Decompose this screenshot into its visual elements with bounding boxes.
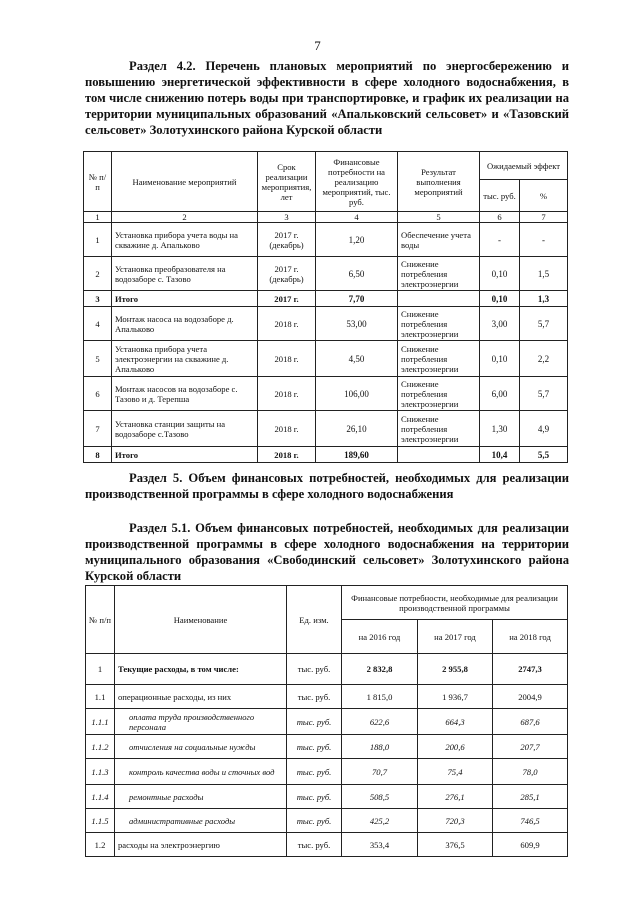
row-num: 8 — [84, 447, 112, 463]
row-2017: 376,5 — [418, 833, 493, 857]
column-number: 4 — [316, 212, 398, 223]
row-finance: 7,70 — [316, 291, 398, 307]
row-num: 1.1.5 — [86, 809, 115, 833]
header-2017: на 2017 год — [418, 620, 493, 654]
header-num: № п/п — [84, 152, 112, 212]
header-2018: на 2018 год — [493, 620, 568, 654]
header-name: Наименование мероприятий — [112, 152, 258, 212]
row-term: 2018 г. — [258, 377, 316, 411]
table-row — [86, 759, 568, 785]
row-name: расходы на электроэнергию — [115, 833, 287, 857]
table-row — [84, 377, 568, 411]
row-name: Итого — [112, 291, 258, 307]
row-2016: 1 815,0 — [342, 685, 418, 709]
row-result: Снижение потребления электроэнергии — [398, 377, 480, 411]
row-num: 1.1.3 — [86, 759, 115, 785]
row-2016: 622,6 — [342, 709, 418, 735]
row-name: Итого — [112, 447, 258, 463]
row-effect-pct: 5,7 — [520, 307, 568, 341]
header-name: Наименование — [115, 586, 287, 654]
row-name: оплата труда производственного персонала — [115, 709, 287, 735]
measures-table — [83, 151, 568, 463]
row-finance: 26,10 — [316, 411, 398, 447]
table-row — [86, 833, 568, 857]
column-number: 5 — [398, 212, 480, 223]
row-2016: 425,2 — [342, 809, 418, 833]
section-4-2-title: Раздел 4.2. Перечень плановых мероприятий по энергосбережению и повышению энергетической эффективности в сфере холодного водоснабжения, в том числе снижению потерь воды при транспортировке, и график их реализации на территории муниципальных образований «Апальковский сельсовет» и «Тазовский сельсовет» Золотухинского района Курской области — [85, 59, 569, 137]
row-effect-rub: 0,10 — [480, 341, 520, 377]
header-finance: Финансовые потребности на реализацию мероприятий, тыс. руб. — [316, 152, 398, 212]
row-2016: 188,0 — [342, 735, 418, 759]
column-number: 2 — [112, 212, 258, 223]
row-effect-rub: 10,4 — [480, 447, 520, 463]
header-unit: Ед. изм. — [287, 586, 342, 654]
header-2016: на 2016 год — [342, 620, 418, 654]
row-finance: 53,00 — [316, 307, 398, 341]
row-2017: 664,3 — [418, 709, 493, 735]
row-num: 1.1.2 — [86, 735, 115, 759]
row-term: 2017 г. (декабрь) — [258, 257, 316, 291]
header-term: Срок реализации мероприятия, лет — [258, 152, 316, 212]
row-name: операционные расходы, из них — [115, 685, 287, 709]
table-row — [86, 709, 568, 735]
row-result — [398, 447, 480, 463]
table-row — [84, 307, 568, 341]
row-finance: 4,50 — [316, 341, 398, 377]
row-2018: 687,6 — [493, 709, 568, 735]
row-unit: тыс. руб. — [287, 759, 342, 785]
column-number: 6 — [480, 212, 520, 223]
row-effect-pct: 5,5 — [520, 447, 568, 463]
row-effect-rub: 6,00 — [480, 377, 520, 411]
table-row — [84, 223, 568, 257]
row-2016: 70,7 — [342, 759, 418, 785]
row-unit: тыс. руб. — [287, 735, 342, 759]
table-row-total — [84, 291, 568, 307]
row-term: 2017 г. (декабрь) — [258, 223, 316, 257]
row-num: 1 — [86, 654, 115, 685]
table-row — [86, 809, 568, 833]
table-row — [86, 654, 568, 685]
row-name: Установка прибора учета воды на скважине д. Апальково — [112, 223, 258, 257]
table-row-total — [84, 447, 568, 463]
column-number: 7 — [520, 212, 568, 223]
header-effect-pct: % — [520, 180, 568, 212]
row-num: 4 — [84, 307, 112, 341]
row-2017: 75,4 — [418, 759, 493, 785]
row-term: 2017 г. — [258, 291, 316, 307]
row-2017: 1 936,7 — [418, 685, 493, 709]
row-num: 1.1 — [86, 685, 115, 709]
financial-needs-table — [85, 585, 568, 857]
row-name: Монтаж насоса на водозаборе д. Апальково — [112, 307, 258, 341]
row-term: 2018 г. — [258, 411, 316, 447]
row-num: 7 — [84, 411, 112, 447]
row-unit: тыс. руб. — [287, 654, 342, 685]
row-result — [398, 291, 480, 307]
table-row — [86, 785, 568, 809]
table-row — [86, 685, 568, 709]
row-term: 2018 г. — [258, 341, 316, 377]
row-2018: 207,7 — [493, 735, 568, 759]
page-number: 7 — [314, 38, 321, 53]
row-result: Снижение потребления электроэнергии — [398, 257, 480, 291]
row-effect-rub: 0,10 — [480, 291, 520, 307]
row-name: Установка прибора учета электроэнергии на скважине д. Апальково — [112, 341, 258, 377]
row-2018: 2747,3 — [493, 654, 568, 685]
row-name: ремонтные расходы — [115, 785, 287, 809]
row-effect-rub: 0,10 — [480, 257, 520, 291]
row-2017: 720,3 — [418, 809, 493, 833]
row-result: Снижение потребления электроэнергии — [398, 341, 480, 377]
row-result: Обеспечение учета воды — [398, 223, 480, 257]
row-2018: 609,9 — [493, 833, 568, 857]
row-effect-rub: 1,30 — [480, 411, 520, 447]
row-finance: 189,60 — [316, 447, 398, 463]
row-num: 1.1.1 — [86, 709, 115, 735]
row-num: 1.2 — [86, 833, 115, 857]
row-result: Снижение потребления электроэнергии — [398, 411, 480, 447]
row-name: отчисления на социальные нужды — [115, 735, 287, 759]
column-number: 3 — [258, 212, 316, 223]
row-effect-pct: - — [520, 223, 568, 257]
row-finance: 106,00 — [316, 377, 398, 411]
row-result: Снижение потребления электроэнергии — [398, 307, 480, 341]
column-numbers-row — [84, 212, 568, 223]
section-5-1-title: Раздел 5.1. Объем финансовых потребностей, необходимых для реализации производственной программы в сфере холодного водоснабжения на территории муниципального образования «Свободинский сельсовет» Золотухинского района Курской области — [85, 521, 569, 583]
section-5-title: Раздел 5. Объем финансовых потребностей, необходимых для реализации производственной программы в сфере холодного водоснабжения — [85, 471, 569, 501]
row-effect-pct: 1,3 — [520, 291, 568, 307]
column-number: 1 — [84, 212, 112, 223]
header-effect-rub: тыс. руб. — [480, 180, 520, 212]
row-term: 2018 г. — [258, 447, 316, 463]
row-2017: 2 955,8 — [418, 654, 493, 685]
row-name: Установка станции защиты на водозаборе с.Тазово — [112, 411, 258, 447]
row-num: 2 — [84, 257, 112, 291]
row-num: 5 — [84, 341, 112, 377]
row-2016: 353,4 — [342, 833, 418, 857]
row-effect-rub: 3,00 — [480, 307, 520, 341]
row-unit: тыс. руб. — [287, 809, 342, 833]
row-name: контроль качества воды и сточных вод — [115, 759, 287, 785]
row-unit: тыс. руб. — [287, 685, 342, 709]
row-effect-pct: 5,7 — [520, 377, 568, 411]
row-unit: тыс. руб. — [287, 709, 342, 735]
row-finance: 1,20 — [316, 223, 398, 257]
header-effect: Ожидаемый эффект — [480, 152, 568, 180]
row-name: административные расходы — [115, 809, 287, 833]
table-row — [84, 411, 568, 447]
row-2018: 746,5 — [493, 809, 568, 833]
row-unit: тыс. руб. — [287, 833, 342, 857]
row-num: 1.1.4 — [86, 785, 115, 809]
row-2018: 2004,9 — [493, 685, 568, 709]
table-header-row — [86, 586, 568, 620]
row-num: 3 — [84, 291, 112, 307]
row-2016: 508,5 — [342, 785, 418, 809]
row-2017: 276,1 — [418, 785, 493, 809]
header-num: № п/п — [86, 586, 115, 654]
row-2018: 285,1 — [493, 785, 568, 809]
row-name: Монтаж насосов на водозаборе с. Тазово и д. Терепша — [112, 377, 258, 411]
row-num: 1 — [84, 223, 112, 257]
row-2017: 200,6 — [418, 735, 493, 759]
row-effect-pct: 1,5 — [520, 257, 568, 291]
row-name: Установка преобразователя на водозаборе с. Тазово — [112, 257, 258, 291]
table-row — [84, 341, 568, 377]
row-effect-rub: - — [480, 223, 520, 257]
header-finance: Финансовые потребности, необходимые для реализации производственной программы — [342, 586, 568, 620]
row-effect-pct: 2,2 — [520, 341, 568, 377]
row-2018: 78,0 — [493, 759, 568, 785]
row-unit: тыс. руб. — [287, 785, 342, 809]
row-finance: 6,50 — [316, 257, 398, 291]
row-num: 6 — [84, 377, 112, 411]
row-2016: 2 832,8 — [342, 654, 418, 685]
row-name: Текущие расходы, в том числе: — [115, 654, 287, 685]
header-result: Результат выполнения мероприятий — [398, 152, 480, 212]
table-row — [84, 257, 568, 291]
table-row — [86, 735, 568, 759]
row-term: 2018 г. — [258, 307, 316, 341]
row-effect-pct: 4,9 — [520, 411, 568, 447]
table-header-row — [84, 152, 568, 180]
